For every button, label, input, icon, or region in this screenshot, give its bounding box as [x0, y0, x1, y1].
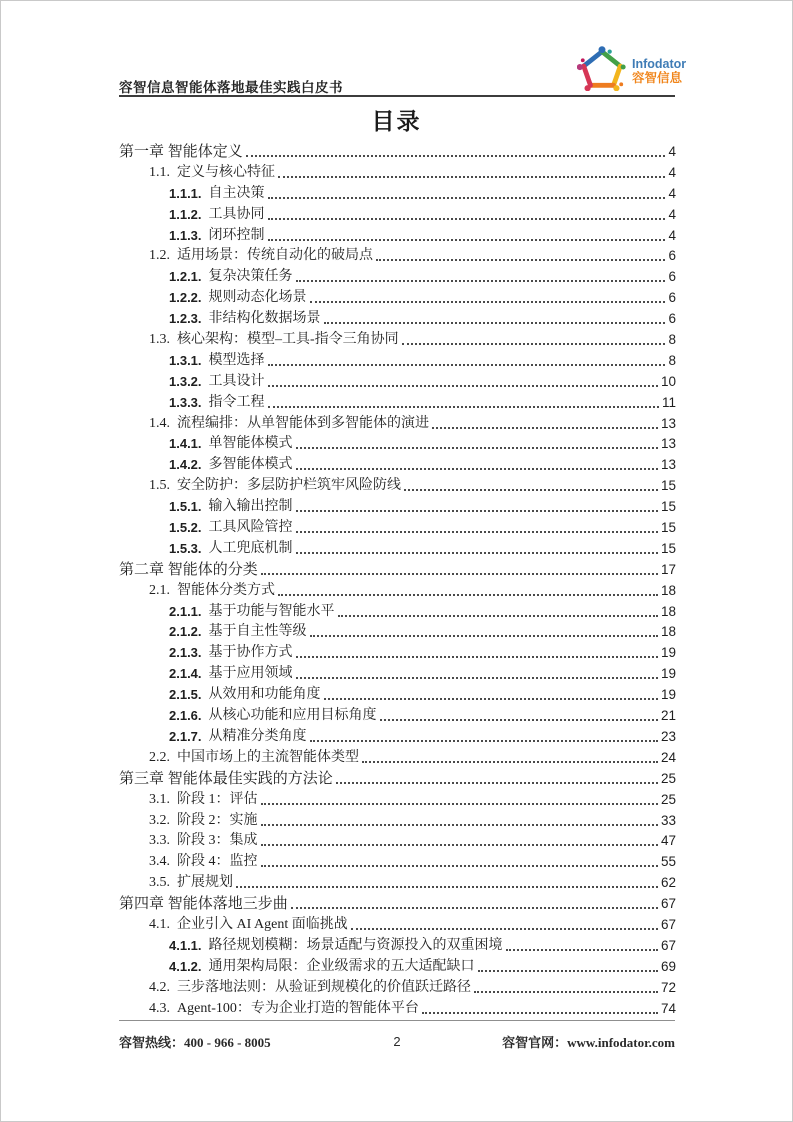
logo-text-en: Infodator	[632, 56, 687, 71]
toc-page-number: 67	[660, 896, 676, 912]
toc-entry[interactable]	[119, 811, 676, 832]
dot-leader	[268, 393, 659, 408]
toc-entry[interactable]	[119, 205, 676, 226]
toc-page-number: 17	[660, 561, 676, 577]
toc-entry[interactable]	[119, 393, 676, 414]
toc-entry[interactable]	[119, 330, 676, 351]
toc-page-number: 23	[660, 728, 676, 744]
toc-entry-label: 中国市场上的主流智能体类型	[177, 749, 359, 765]
toc-entry-number: 1.2.	[149, 248, 170, 264]
footer-divider	[119, 1020, 675, 1021]
toc-entry-label: 工具设计	[208, 373, 265, 389]
toc-entry-label: 基于自主性等级	[208, 624, 307, 640]
toc-page-number: 15	[660, 520, 676, 536]
logo-text-cn: 容智信息	[632, 70, 683, 85]
toc-entry-label: 通用架构局限：企业级需求的五大适配缺口	[208, 958, 475, 974]
header-divider	[119, 95, 675, 97]
toc-page-number: 18	[660, 603, 676, 619]
toc-entry-label: 模型选择	[208, 352, 265, 368]
toc-entry-label: 流程编排：从单智能体到多智能体的演进	[177, 415, 429, 431]
toc-entry-label: 工具协同	[208, 206, 265, 222]
toc-entry[interactable]	[119, 581, 676, 602]
toc-entry[interactable]	[119, 267, 676, 288]
toc-entry-number: 3.1.	[149, 791, 170, 807]
toc-page-number: 13	[660, 415, 676, 431]
toc-entry-number: 1.5.3.	[169, 540, 202, 556]
toc-entry-number: 1.2.3.	[169, 311, 202, 327]
toc-page-number: 19	[660, 666, 676, 682]
table-of-contents	[119, 142, 676, 1019]
toc-entry-label: 输入输出控制	[208, 499, 293, 515]
toc-entry-label: 路径规划模糊：场景适配与资源投入的双重困境	[208, 937, 503, 953]
company-logo	[577, 45, 686, 96]
toc-entry[interactable]	[119, 664, 676, 685]
toc-entry[interactable]	[119, 163, 676, 184]
toc-page-number: 8	[668, 352, 676, 368]
dot-leader	[296, 664, 658, 679]
dot-leader	[261, 831, 658, 846]
toc-entry-label: 单智能体模式	[208, 436, 293, 452]
dot-leader	[296, 455, 658, 470]
dot-leader	[278, 163, 665, 178]
toc-entry[interactable]	[119, 246, 676, 267]
toc-page-number: 10	[660, 373, 676, 389]
toc-entry-label: 第三章 智能体最佳实践的方法论	[119, 770, 333, 787]
toc-entry-label: 非结构化数据场景	[208, 311, 321, 327]
toc-entry-label: 阶段 3：集成	[177, 833, 258, 849]
dot-leader	[422, 999, 658, 1014]
toc-entry-number: 1.5.2.	[169, 520, 202, 536]
dot-leader	[291, 894, 658, 909]
toc-entry-label: 核心架构：模型–工具-指令三角协同	[177, 332, 399, 348]
toc-entry-number: 1.4.1.	[169, 436, 202, 452]
dot-leader	[310, 727, 658, 742]
toc-entry-label: 阶段 1：评估	[177, 791, 258, 807]
dot-leader	[296, 267, 666, 282]
toc-page-number: 24	[660, 749, 676, 765]
dot-leader	[261, 560, 658, 575]
toc-entry-number: 1.3.2.	[169, 373, 202, 389]
toc-page-number: 4	[668, 185, 676, 201]
pentagon-network-icon	[577, 45, 627, 96]
toc-entry-number: 2.1.3.	[169, 645, 202, 661]
toc-page-number: 74	[660, 1000, 676, 1016]
document-header-title: 容智信息智能体落地最佳实践白皮书	[119, 80, 343, 95]
dot-leader	[380, 706, 658, 721]
dot-leader	[336, 769, 658, 784]
dot-leader	[246, 142, 666, 157]
toc-entry-number: 1.5.1.	[169, 499, 202, 515]
toc-page-number: 15	[660, 540, 676, 556]
toc-page-number: 67	[660, 937, 676, 953]
toc-entry-number: 1.1.1.	[169, 185, 202, 201]
toc-entry-label: 规则动态化场景	[208, 290, 307, 306]
toc-entry[interactable]	[119, 184, 676, 205]
toc-entry-number: 1.1.3.	[169, 227, 202, 243]
toc-page-number: 33	[660, 812, 676, 828]
toc-entry-label: 复杂决策任务	[208, 269, 293, 285]
dot-leader	[261, 852, 658, 867]
toc-page-number: 19	[660, 687, 676, 703]
toc-entry-label: 指令工程	[208, 394, 265, 410]
dot-leader	[402, 330, 666, 345]
toc-page-number: 4	[668, 164, 676, 180]
dot-leader	[236, 873, 658, 888]
toc-page-number: 67	[660, 916, 676, 932]
toc-entry-number: 3.2.	[149, 812, 170, 828]
toc-entry[interactable]	[119, 727, 676, 748]
toc-page-number: 47	[660, 833, 676, 849]
toc-page-number: 25	[660, 791, 676, 807]
toc-entry[interactable]	[119, 852, 676, 873]
toc-entry-number: 2.1.2.	[169, 624, 202, 640]
toc-entry-label: 基于功能与智能水平	[208, 603, 335, 619]
dot-leader	[338, 602, 658, 617]
toc-page-number: 18	[660, 582, 676, 598]
toc-entry-label: 安全防护：多层防护栏筑牢风险防线	[177, 478, 401, 494]
toc-entry[interactable]	[119, 978, 676, 999]
footer-hotline: 容智热线：400 - 966 - 8005	[119, 1035, 271, 1050]
toc-entry[interactable]	[119, 497, 676, 518]
toc-entry[interactable]	[119, 769, 676, 790]
toc-entry-label: 适用场景：传统自动化的破局点	[177, 248, 373, 264]
toc-page-number: 55	[660, 854, 676, 870]
toc-page-number: 15	[660, 499, 676, 515]
toc-entry[interactable]	[119, 309, 676, 330]
toc-entry-label: 基于协作方式	[208, 645, 293, 661]
dot-leader	[296, 518, 658, 533]
toc-entry-number: 1.5.	[149, 478, 170, 494]
toc-entry-number: 4.1.2.	[169, 958, 202, 974]
dot-leader	[268, 372, 658, 387]
toc-entry[interactable]	[119, 372, 676, 393]
toc-entry-number: 3.3.	[149, 833, 170, 849]
toc-page-number: 4	[668, 227, 676, 243]
dot-leader	[324, 685, 658, 700]
dot-leader	[404, 476, 658, 491]
toc-page-number: 18	[660, 624, 676, 640]
toc-entry-number: 3.5.	[149, 875, 170, 891]
toc-entry-number: 2.2.	[149, 749, 170, 765]
toc-entry-number: 1.3.	[149, 332, 170, 348]
toc-entry-label: 从效用和功能角度	[208, 687, 321, 703]
dot-leader	[362, 748, 658, 763]
toc-entry-label: 从精准分类角度	[208, 728, 307, 744]
toc-entry-number: 1.2.1.	[169, 269, 202, 285]
dot-leader	[261, 790, 658, 805]
dot-leader	[296, 497, 658, 512]
toc-entry-label: 从核心功能和应用目标角度	[208, 708, 377, 724]
toc-entry-number: 2.1.4.	[169, 666, 202, 682]
toc-entry-number: 1.4.	[149, 415, 170, 431]
toc-entry-number: 4.1.1.	[169, 937, 202, 953]
toc-entry-number: 1.1.2.	[169, 206, 202, 222]
toc-page-number: 62	[660, 875, 676, 891]
toc-entry-label: 企业引入 AI Agent 面临挑战	[177, 916, 348, 932]
toc-entry-number: 2.1.	[149, 582, 170, 598]
toc-entry[interactable]	[119, 560, 676, 581]
toc-entry-label: 自主决策	[208, 185, 265, 201]
toc-entry[interactable]	[119, 455, 676, 476]
toc-page-number: 15	[660, 478, 676, 494]
toc-page-number: 4	[668, 206, 676, 222]
dot-leader	[351, 915, 658, 930]
toc-entry[interactable]	[119, 414, 676, 435]
dot-leader	[324, 309, 666, 324]
dot-leader	[296, 643, 658, 658]
toc-page-number: 4	[668, 144, 676, 159]
toc-entry[interactable]	[119, 643, 676, 664]
toc-entry-label: 定义与核心特征	[177, 164, 275, 180]
dot-leader	[268, 351, 666, 366]
toc-page-number: 8	[668, 332, 676, 348]
toc-entry-label: 第二章 智能体的分类	[119, 561, 258, 578]
toc-entry-label: 闭环控制	[208, 227, 265, 243]
toc-entry[interactable]	[119, 602, 676, 623]
toc-page-number: 21	[660, 708, 676, 724]
toc-page-number: 11	[661, 394, 676, 410]
toc-entry[interactable]	[119, 622, 676, 643]
toc-entry-number: 1.3.1.	[169, 352, 202, 368]
toc-page-number: 25	[660, 770, 676, 786]
toc-entry-label: 第一章 智能体定义	[119, 144, 243, 160]
dot-leader	[310, 288, 666, 303]
footer-page-number: 2	[393, 1034, 401, 1049]
toc-entry[interactable]	[119, 873, 676, 894]
toc-entry[interactable]	[119, 831, 676, 852]
toc-entry-label: 扩展规划	[177, 875, 233, 891]
toc-entry-label: 第四章 智能体落地三步曲	[119, 896, 288, 913]
toc-entry-number: 2.1.1.	[169, 603, 202, 619]
toc-entry-label: 人工兜底机制	[208, 540, 293, 556]
toc-entry[interactable]	[119, 999, 676, 1020]
dot-leader	[310, 622, 658, 637]
toc-entry[interactable]	[119, 790, 676, 811]
toc-entry[interactable]	[119, 142, 676, 163]
toc-entry[interactable]	[119, 288, 676, 309]
toc-entry-label: 多智能体模式	[208, 457, 293, 473]
toc-page-number: 72	[660, 979, 676, 995]
toc-entry[interactable]	[119, 351, 676, 372]
toc-page-number: 13	[660, 436, 676, 452]
toc-entry-label: 工具风险管控	[208, 520, 293, 536]
dot-leader	[261, 811, 658, 826]
toc-entry[interactable]	[119, 539, 676, 560]
toc-entry[interactable]	[119, 434, 676, 455]
toc-page-number: 6	[668, 311, 676, 327]
toc-entry-number: 2.1.5.	[169, 687, 202, 703]
dot-leader	[296, 539, 658, 554]
toc-entry-number: 3.4.	[149, 854, 170, 870]
toc-entry-label: Agent-100：专为企业打造的智能体平台	[177, 1000, 419, 1016]
toc-page-number: 6	[668, 269, 676, 285]
footer-website: 容智官网：www.infodator.com	[502, 1035, 676, 1050]
toc-entry[interactable]	[119, 936, 676, 957]
toc-entry[interactable]	[119, 706, 676, 727]
dot-leader	[296, 434, 658, 449]
toc-entry-number: 4.1.	[149, 916, 170, 932]
dot-leader	[474, 978, 658, 993]
toc-entry-label: 三步落地法则：从验证到规模化的价值跃迁路径	[177, 979, 471, 995]
toc-page-number: 69	[660, 958, 676, 974]
dot-leader	[432, 414, 658, 429]
toc-entry-number: 1.1.	[149, 164, 170, 180]
toc-entry-number: 2.1.6.	[169, 708, 202, 724]
toc-entry-number: 4.2.	[149, 979, 170, 995]
toc-entry[interactable]	[119, 518, 676, 539]
toc-entry[interactable]	[119, 915, 676, 936]
dot-leader	[478, 957, 658, 972]
dot-leader	[268, 205, 666, 220]
toc-entry[interactable]	[119, 476, 676, 497]
dot-leader	[268, 184, 666, 199]
toc-entry[interactable]	[119, 685, 676, 706]
toc-page-number: 13	[660, 457, 676, 473]
toc-entry-label: 阶段 4：监控	[177, 854, 258, 870]
page-footer	[119, 1032, 675, 1051]
toc-entry[interactable]	[119, 748, 676, 769]
toc-page-number: 6	[668, 248, 676, 264]
toc-entry[interactable]	[119, 226, 676, 247]
toc-entry-number: 1.2.2.	[169, 290, 202, 306]
toc-entry-label: 智能体分类方式	[177, 582, 275, 598]
dot-leader	[278, 581, 658, 596]
toc-page-number: 19	[660, 645, 676, 661]
toc-entry-number: 1.3.3.	[169, 394, 202, 410]
toc-page-number: 6	[668, 290, 676, 306]
dot-leader	[506, 936, 658, 951]
toc-entry-number: 2.1.7.	[169, 728, 202, 744]
toc-entry-number: 4.3.	[149, 1000, 170, 1016]
dot-leader	[376, 246, 665, 261]
toc-entry[interactable]	[119, 957, 676, 978]
toc-entry-number: 1.4.2.	[169, 457, 202, 473]
dot-leader	[268, 226, 666, 241]
toc-entry[interactable]	[119, 894, 676, 915]
toc-title: 目录	[371, 109, 422, 134]
toc-entry-label: 阶段 2：实施	[177, 812, 258, 828]
toc-entry-label: 基于应用领域	[208, 666, 293, 682]
